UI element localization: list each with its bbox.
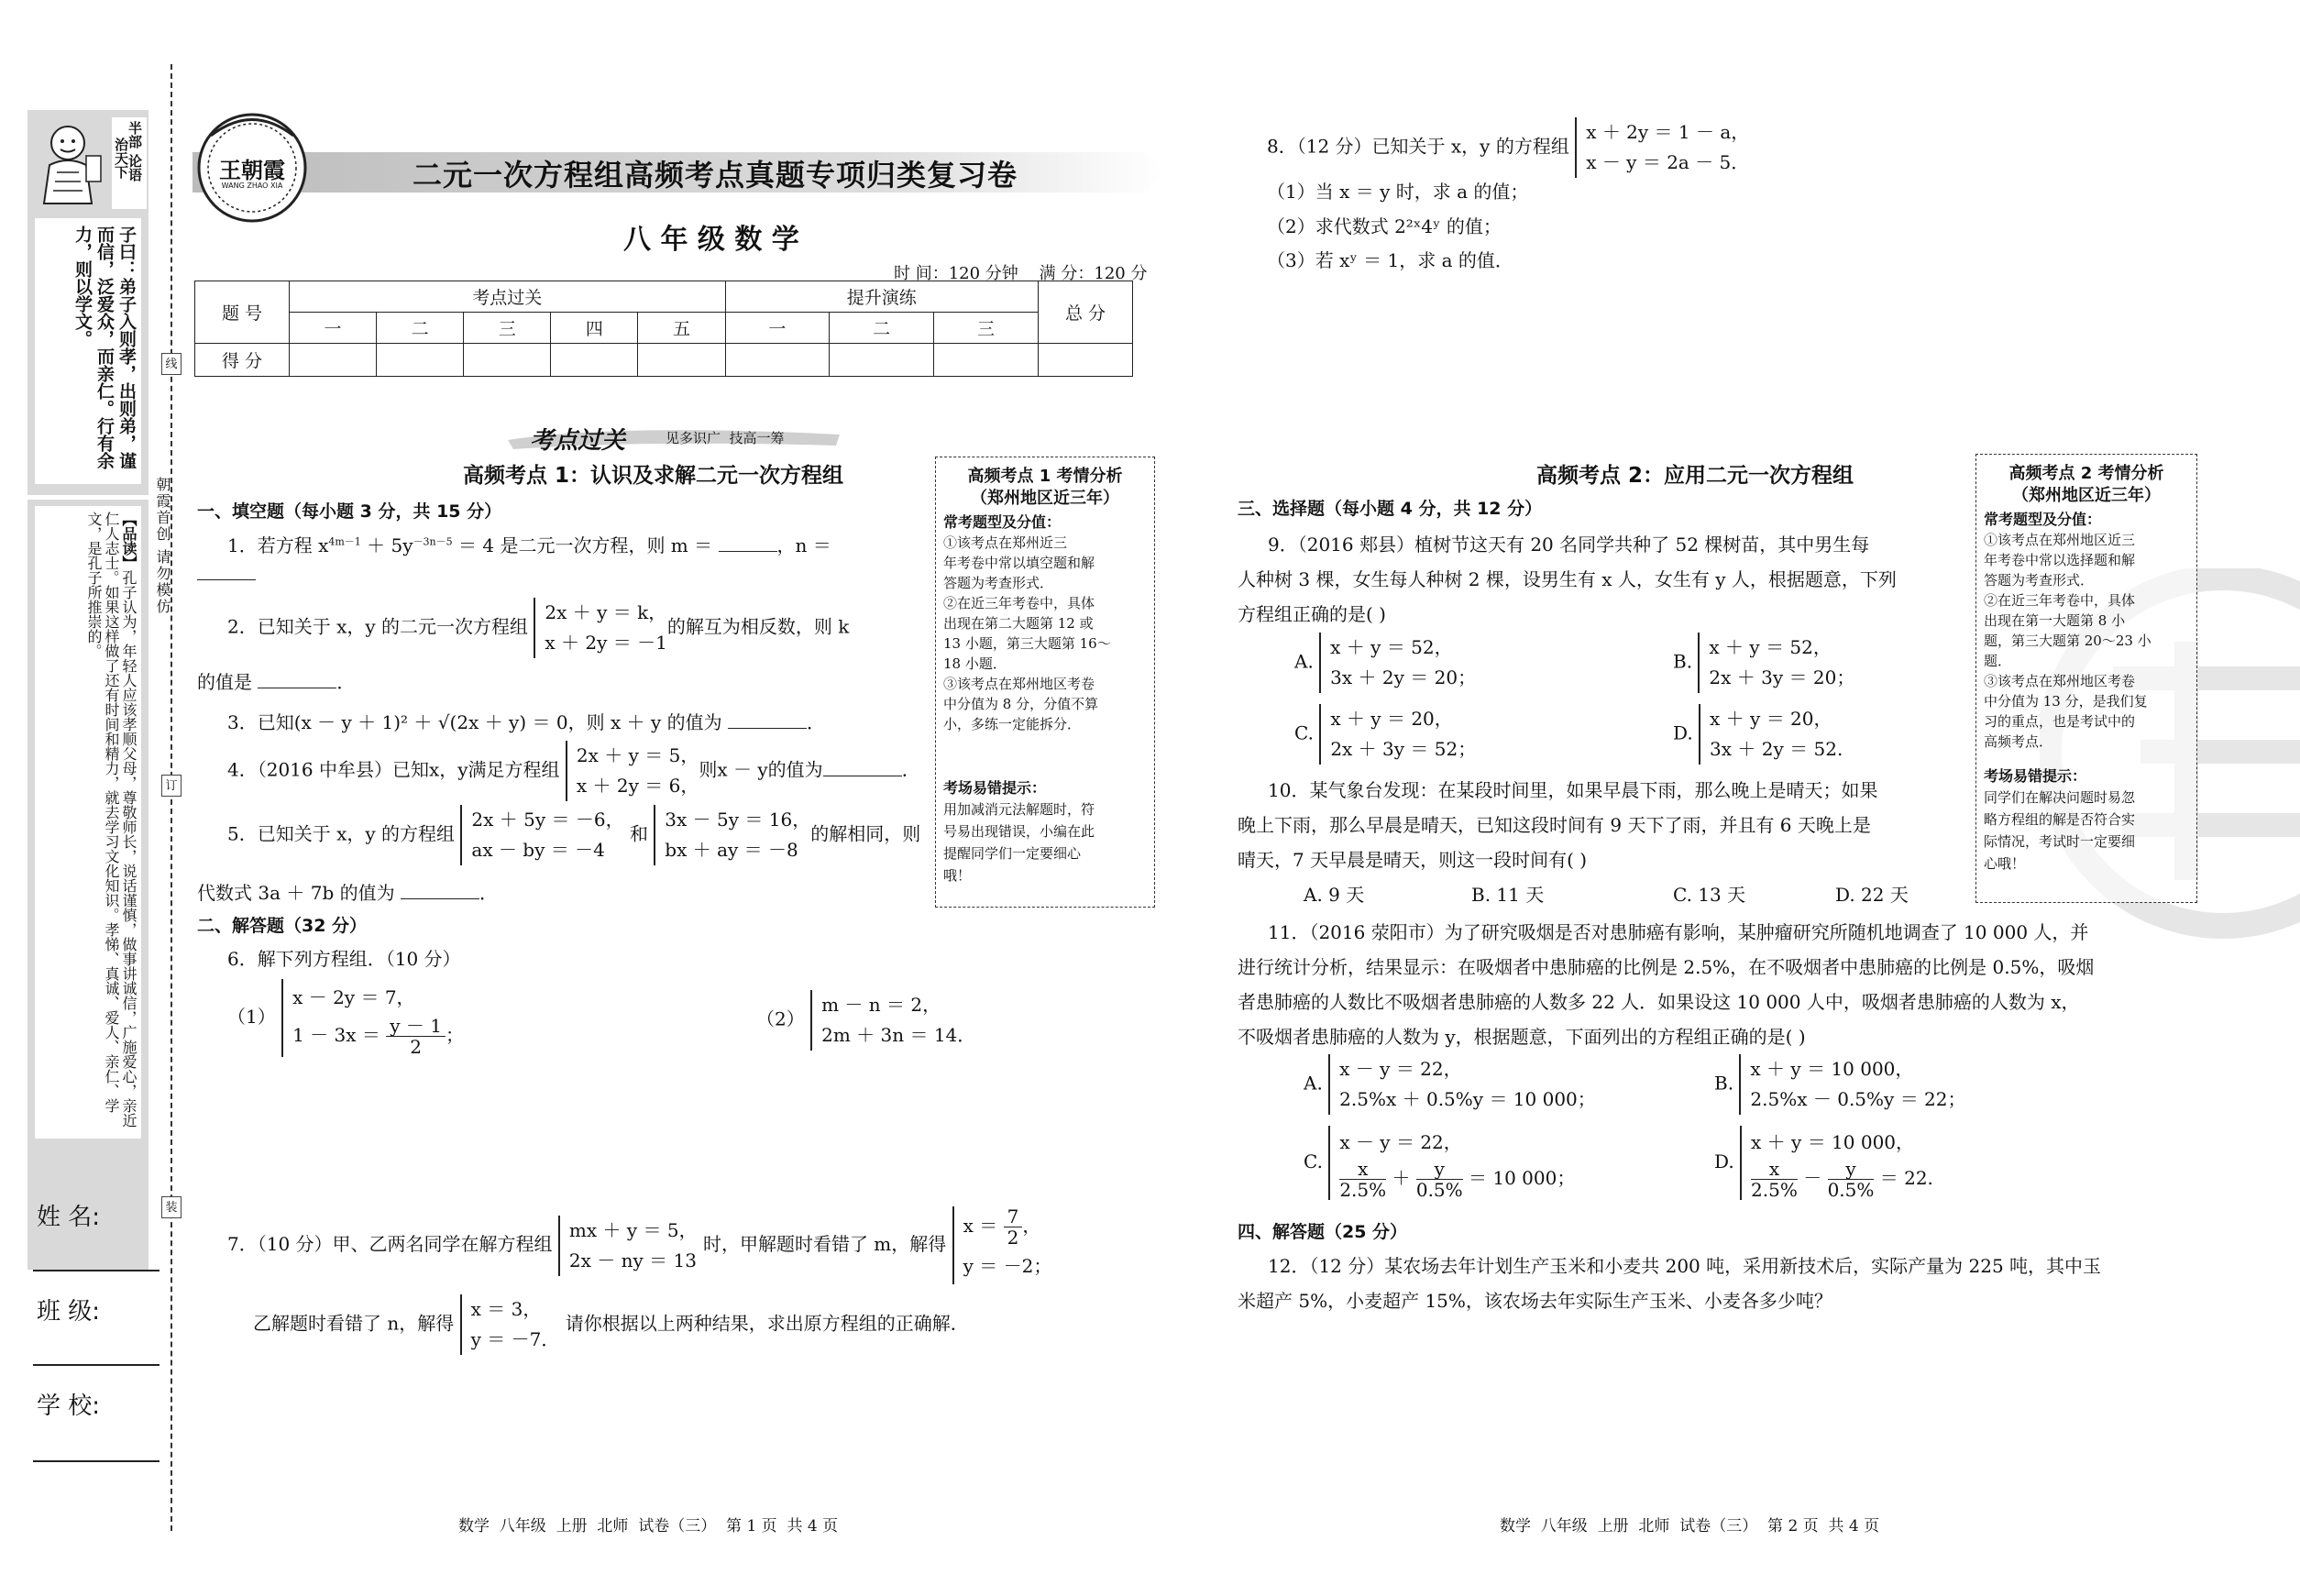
answer-blank[interactable] bbox=[258, 671, 336, 688]
answer-blank[interactable] bbox=[197, 579, 256, 580]
col-header: 一 bbox=[725, 313, 830, 344]
solution-system: x ＝ $\frac{7}{2}$ ， y ＝ －2； bbox=[952, 1206, 1052, 1284]
score-cell[interactable] bbox=[551, 344, 638, 377]
row-label-score: 得 分 bbox=[195, 344, 290, 377]
group-header-2: 提升演练 bbox=[725, 281, 1038, 313]
vertical-note: 朝霞首创 请勿模仿 bbox=[154, 477, 171, 616]
sidebar bbox=[28, 110, 149, 1164]
page-footer-2: 数学 八年级 上册 北师 试卷（三） 第 2 页 共 4 页 bbox=[1500, 1517, 1880, 1535]
equation-system: 3x － 5y ＝ 16， bx ＋ ay ＝ －8 bbox=[654, 805, 810, 865]
badge-text-2: 论语 bbox=[127, 154, 143, 182]
binding-dashed-line bbox=[171, 64, 172, 1531]
confucius-cartoon-icon bbox=[35, 119, 106, 207]
col-header: 三 bbox=[464, 313, 551, 344]
analysis-box-1-tips: 用加减消元法解题时，符 号易出现错误，小编在此 提醒同学们一定要细心 哦！ bbox=[943, 801, 1095, 884]
question-11: 11．（2016 荥阳市）为了研究吸烟是否对患肺癌有影响，某肿瘤研究所随机地调查了 10 000 人，并 进行统计分析，结果显示：在吸烟者中患肺癌的比例是 2.5%，在不吸烟者中患肺癌的比例是 0.5%，吸烟 者患肺癌的人数比不吸烟者患肺癌的人数多 22 人．如果设这 10 000 人中，吸烟者患肺癌的人数为 x， 不吸烟者患肺癌的人数为 y，根据题意，下面列出的方程组正确的是( ) bbox=[1238, 921, 2095, 1048]
score-cell[interactable] bbox=[830, 344, 934, 377]
equation-system: mx ＋ y ＝ 5， 2x － ny ＝ 13 bbox=[558, 1216, 698, 1276]
question-12: 12．（12 分）某农场去年计划生产玉米和小麦共 200 吨，采用新技术后，实际产量为 225 吨，其中玉 米超产 5%，小麦超产 15%，该农场去年实际生产玉米、小麦各多少吨？ bbox=[1238, 1255, 2102, 1312]
option-11d[interactable]: D. x ＋ y ＝ 10 000， $\frac{x}{2.5\%}$ － $\frac{y}{0.5\%}$ ＝ 22. bbox=[1714, 1126, 1933, 1200]
analysis-box-2-title: 高频考点 2 考情分析 bbox=[2008, 464, 2164, 483]
quote-text: 子曰：弟子入则孝，出则弟，谨而信，泛爱众，而亲仁。行有余力，则以学文。 bbox=[72, 226, 137, 469]
logo-text: 王朝霞 bbox=[219, 158, 285, 183]
analysis-box-2-heading: 常考题型及分值： bbox=[1984, 511, 2102, 528]
score-cell[interactable] bbox=[464, 344, 551, 377]
school-field[interactable] bbox=[33, 1460, 160, 1462]
col-header: 二 bbox=[377, 313, 464, 344]
analysis-box-1-title: 高频考点 1 考情分析 bbox=[967, 467, 1123, 486]
option-11b[interactable]: B. x ＋ y ＝ 10 000， 2.5%x － 0.5%y ＝ 22； bbox=[1714, 1054, 1966, 1115]
option-11c[interactable]: C. x － y ＝ 22， $\frac{x}{2.5\%}$ ＋ $\frac{y}{0.5\%}$ ＝ 10 000； bbox=[1304, 1126, 1575, 1200]
col-header: 四 bbox=[551, 313, 638, 344]
name-field[interactable] bbox=[33, 1270, 160, 1271]
option-10a[interactable]: A. 9 天 bbox=[1304, 884, 1365, 906]
option-11a[interactable]: A. x － y ＝ 22， 2.5%x ＋ 0.5%y ＝ 10 000； bbox=[1304, 1054, 1596, 1115]
part-3-title: 三、选择题（每小题 4 分，共 12 分） bbox=[1238, 499, 1543, 519]
question-10: 10．某气象台发现：在某段时间里，如果早晨下雨，那么晚上是晴天；如果 晚上下雨，那么早晨是晴天，已知这段时间有 9 天下了雨，并且有 6 天晚上是 晴天，7 天早晨是晴天，则这一段时间有( ) bbox=[1238, 779, 1878, 871]
analysis-box-1-subtitle: （郑州地区近三年） bbox=[971, 489, 1119, 508]
page-title: 二元一次方程组高频考点真题专项归类复习卷 bbox=[413, 158, 1018, 193]
question-3: 3．已知(x － y ＋ 1)² ＋ √(2x ＋ y) ＝ 0，则 x ＋ y 的值为 ． bbox=[227, 711, 825, 733]
question-2-cont: 的值是 ． bbox=[197, 671, 356, 693]
question-8-3: （3）若 xʸ ＝ 1，求 a 的值． bbox=[1267, 249, 1513, 271]
badge-text-3: 治天下 bbox=[113, 138, 129, 179]
question-5: 5．已知关于 x，y 的方程组 2x ＋ 5y ＝ －6， ax － by ＝ －4 和 3x － 5y ＝ 16， bx ＋ ay ＝ －8的解相同，则 bbox=[227, 805, 920, 865]
section-banner-title: 考点过关 bbox=[530, 427, 626, 455]
answer-blank[interactable] bbox=[401, 882, 479, 899]
equation-system: 2x ＋ 5y ＝ －6， ax － by ＝ －4 bbox=[460, 805, 623, 865]
question-8-2: （2）求代数式 2²ˣ4ʸ 的值； bbox=[1267, 215, 1502, 237]
option-10c[interactable]: C. 13 天 bbox=[1673, 884, 1746, 906]
class-field-label: 班 级: bbox=[37, 1298, 101, 1326]
page-subtitle: 八 年 级 数 学 bbox=[623, 224, 799, 256]
option-9b[interactable]: B. x ＋ y ＝ 52， 2x ＋ 3y ＝ 20； bbox=[1673, 633, 1854, 693]
fraction: $\frac{7}{2}$ bbox=[1004, 1206, 1023, 1248]
score-cell[interactable] bbox=[725, 344, 830, 377]
score-table bbox=[194, 281, 1133, 377]
page-footer-1: 数学 八年级 上册 北师 试卷（三） 第 1 页 共 4 页 bbox=[458, 1517, 839, 1535]
topic-2-title: 高频考点 2：应用二元一次方程组 bbox=[1536, 464, 1854, 488]
question-4: 4．（2016 中牟县）已知x，y满足方程组 2x ＋ y ＝ 5， x ＋ 2y ＝ 6，则x － y的值为 ． bbox=[227, 741, 920, 801]
equation-system: m － n ＝ 2， 2m ＋ 3n ＝ 14． bbox=[810, 990, 975, 1051]
equation-system: x ＋ 2y ＝ 1 － a， x － y ＝ 2a － 5． bbox=[1575, 117, 1749, 178]
time-info: 时 间：120 分钟 满 分：120 分 bbox=[894, 264, 1148, 283]
section-banner-slogan: 见多识广 技高一筹 bbox=[666, 430, 785, 446]
reading-body: 孔子认为，年轻人应该孝顺父母，尊敬师长，说话谨慎，做事讲诚信，广施爱心，亲近仁人志士。如果这样做了还有时间和精力，就去学习文化知识。孝悌、真诚、爱人、亲仁、学文，是孔子所推崇的。 bbox=[85, 512, 138, 1128]
reading-text bbox=[85, 512, 138, 1135]
logo-subtext: WANG ZHAO XIA bbox=[221, 182, 283, 190]
answer-blank[interactable] bbox=[719, 534, 777, 552]
analysis-box-1-heading-2: 考场易错提示： bbox=[943, 779, 1047, 797]
part-1-title: 一、填空题（每小题 3 分，共 15 分） bbox=[197, 501, 502, 522]
option-10d[interactable]: D. 22 天 bbox=[1835, 884, 1909, 906]
quote-box bbox=[35, 218, 141, 484]
badge-text-1: 半部 bbox=[127, 121, 143, 149]
score-cell[interactable] bbox=[290, 344, 377, 377]
answer-blank[interactable] bbox=[823, 759, 902, 776]
equation-system: 2x ＋ y ＝ k， x ＋ 2y ＝ －1 bbox=[534, 598, 666, 658]
badge bbox=[112, 117, 147, 209]
option-9a[interactable]: A. x ＋ y ＝ 52， 3x ＋ 2y ＝ 20； bbox=[1294, 633, 1476, 693]
answer-blank[interactable] bbox=[728, 711, 807, 729]
analysis-box-1 bbox=[935, 457, 1155, 908]
analysis-box-2-subtitle: （郑州地区近三年） bbox=[2012, 486, 2161, 505]
seal-mark-3: 装 bbox=[161, 1196, 182, 1218]
class-field[interactable] bbox=[33, 1364, 160, 1366]
school-field-label: 学 校: bbox=[37, 1392, 101, 1420]
analysis-box-2-body: ①该考点在郑州地区近三 年考卷中常以选择题和解 答题为考查形式． ②在近三年考卷中，具体 出现在第一大题第 8 小 题，第三大题第 20～23 小 题． ③该考点在郑州地区考卷 中分值为 13 分，是我们复 习的重点，也是考试中的 高频考点． bbox=[1984, 532, 2151, 750]
total-header: 总 分 bbox=[1039, 281, 1133, 344]
fraction: $\frac{y - 1}{2}$ bbox=[386, 1016, 446, 1057]
option-9c[interactable]: C. x ＋ y ＝ 20， 2x ＋ 3y ＝ 52； bbox=[1294, 704, 1476, 765]
col-header: 五 bbox=[638, 313, 725, 344]
logo bbox=[193, 108, 312, 227]
analysis-box-2 bbox=[1975, 454, 2197, 903]
row-label-question-no: 题 号 bbox=[195, 281, 290, 344]
question-2: 2．已知关于 x，y 的二元一次方程组 2x ＋ y ＝ k， x ＋ 2y ＝ －1的解互为相反数，则 k bbox=[227, 598, 849, 658]
solution-system: x ＝ 3， y ＝ －7． bbox=[460, 1294, 560, 1355]
part-2-title: 二、解答题（32 分） bbox=[197, 916, 368, 936]
name-field-label: 姓 名: bbox=[37, 1204, 101, 1231]
score-cell[interactable] bbox=[638, 344, 725, 377]
score-cell[interactable] bbox=[1039, 344, 1133, 377]
part-4-title: 四、解答题（25 分） bbox=[1238, 1222, 1408, 1242]
question-9: 9．（2016 郏县）植树节这天有 20 名同学共种了 52 棵树苗，其中男生每 人种树 3 棵，女生每人种树 2 棵，设男生有 x 人，女生有 y 人，根据题意，下列 方程组正确的是( ) bbox=[1238, 534, 1897, 625]
seal-mark-1: 线 bbox=[161, 353, 182, 375]
question-7-cont: 乙解题时看错了 n，解得 x ＝ 3， y ＝ －7． 请你根据以上两种结果，求出原方程组的正确解． bbox=[253, 1294, 969, 1355]
topic-1-title: 高频考点 1：认识及求解二元一次方程组 bbox=[463, 464, 844, 488]
question-6-1: （1） x － 2y ＝ 7， 1 － 3x ＝ $\frac{y - 1}{2}$ ； bbox=[227, 979, 464, 1057]
reading-label: 【品读】 bbox=[120, 512, 138, 570]
reading-box bbox=[35, 506, 141, 1139]
question-8-1: （1）当 x ＝ y 时，求 a 的值； bbox=[1267, 181, 1529, 203]
seal-mark-2: 订 bbox=[161, 775, 182, 797]
analysis-box-2-tips: 同学们在解决问题时易忽 略方程组的解是否符合实 际情况，考试时一定要细 心哦！ bbox=[1984, 789, 2136, 872]
question-6: 6．解下列方程组．（10 分） bbox=[227, 948, 461, 970]
equation-system: x － 2y ＝ 7， 1 － 3x ＝ $\frac{y - 1}{2}$ ； bbox=[281, 979, 464, 1057]
option-9d[interactable]: D. x ＋ y ＝ 20， 3x ＋ 2y ＝ 52. bbox=[1673, 704, 1843, 765]
question-6-2: （2） m － n ＝ 2， 2m ＋ 3n ＝ 14． bbox=[756, 990, 975, 1051]
score-cell[interactable] bbox=[934, 344, 1039, 377]
question-1: 1．若方程 $x^{4m-1} + 5y^{-3n-5} = 4$ 是二元一次方程，则 m ＝ ，n ＝ bbox=[227, 534, 831, 556]
analysis-box-2-heading-2: 考场易错提示： bbox=[1984, 767, 2087, 785]
equation-system: 2x ＋ y ＝ 5， x ＋ 2y ＝ 6， bbox=[566, 741, 699, 801]
col-header: 一 bbox=[290, 313, 377, 344]
question-8: 8．（12 分）已知关于 x，y 的方程组 x ＋ 2y ＝ 1 － a， x － y ＝ 2a － 5． bbox=[1267, 117, 1749, 178]
option-10b[interactable]: B. 11 天 bbox=[1471, 884, 1545, 906]
score-cell[interactable] bbox=[377, 344, 464, 377]
group-header-1: 考点过关 bbox=[290, 281, 726, 313]
col-header: 二 bbox=[830, 313, 934, 344]
analysis-box-1-body: ①该考点在郑州近三 年考卷中常以填空题和解 答题为考查形式． ②在近三年考卷中，具体 出现在第二大题第 12 或 13 小题，第三大题第 16～ 18 小题． ③该考点在郑州地区考卷 中分值为 8 分，分值不算 小，多练一定能拆分． bbox=[943, 534, 1111, 732]
col-header: 三 bbox=[934, 313, 1039, 344]
question-5-cont: 代数式 3a ＋ 7b 的值为 ． bbox=[197, 882, 498, 904]
analysis-box-1-heading: 常考题型及分值： bbox=[943, 513, 1062, 531]
section-banner bbox=[504, 420, 843, 453]
question-7: 7．（10 分）甲、乙两名同学在解方程组 mx ＋ y ＝ 5， 2x － ny ＝ 13 时，甲解题时看错了 m，解得 x ＝ $\frac{7}{2}$ ， y ＝ －2； bbox=[227, 1206, 1051, 1284]
